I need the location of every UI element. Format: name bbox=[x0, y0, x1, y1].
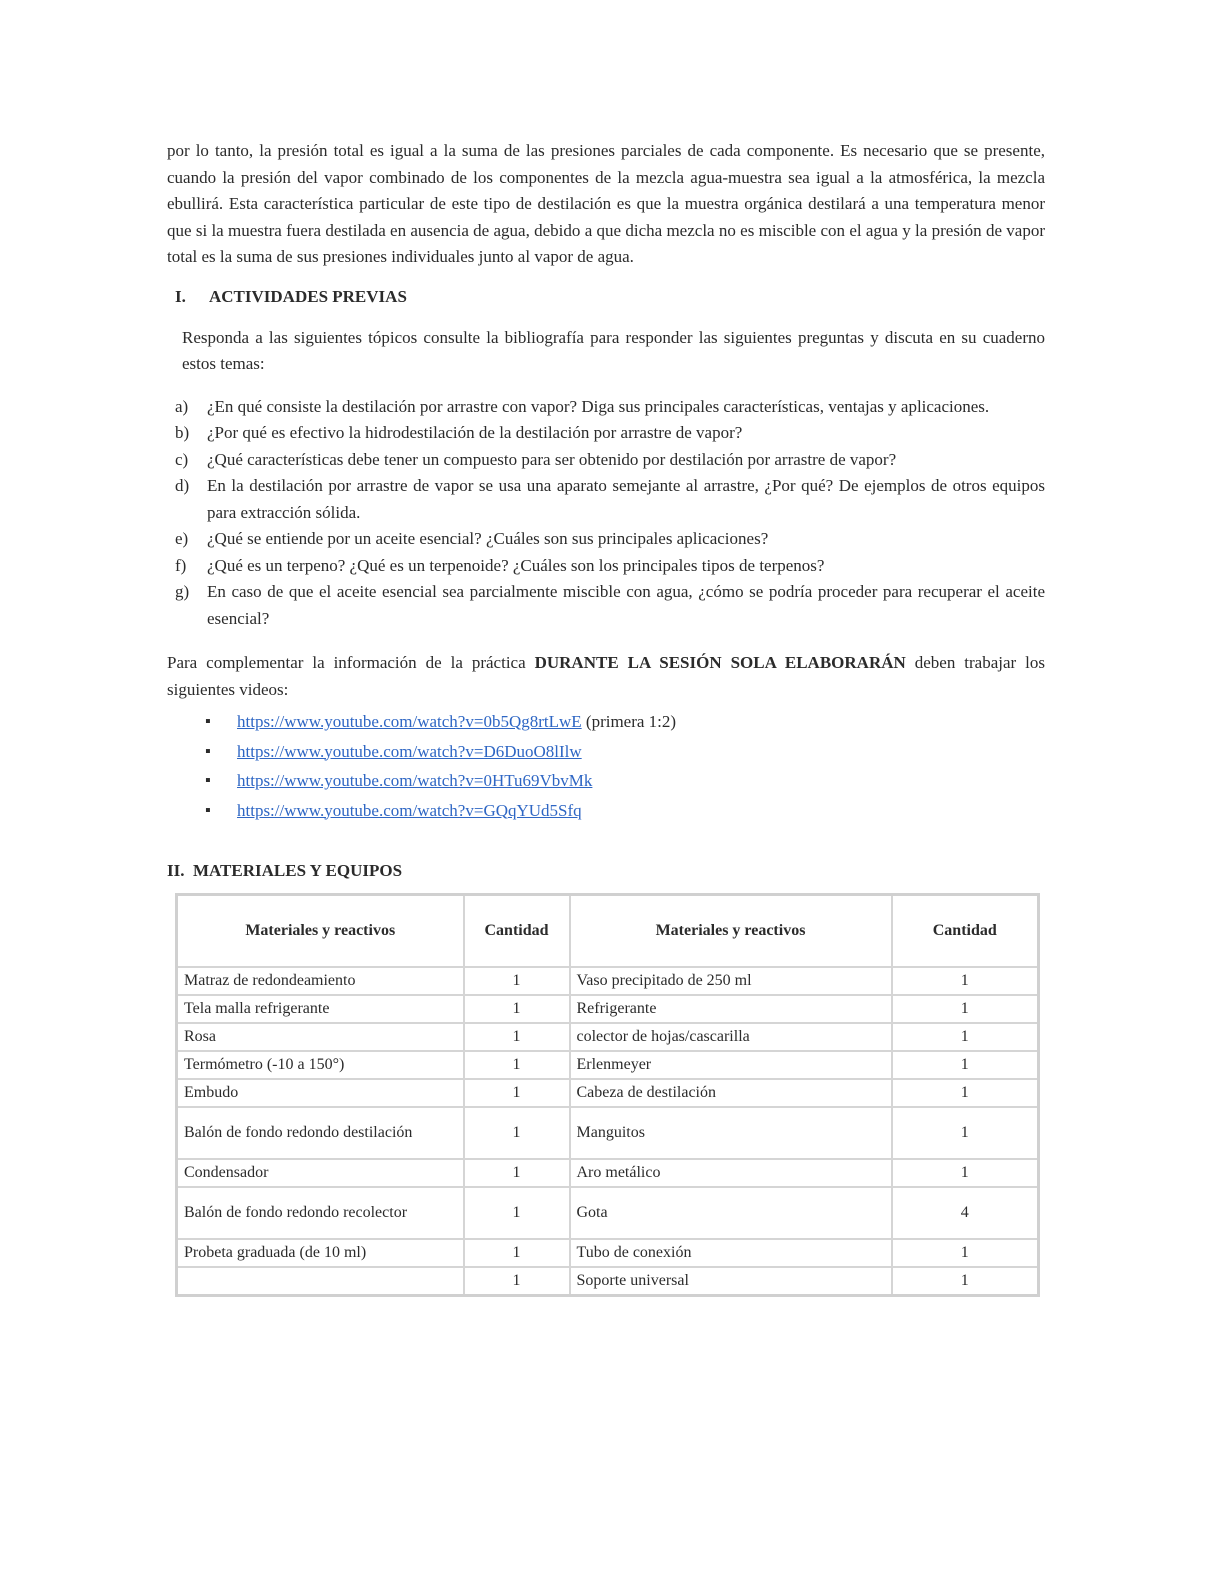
question-marker: c) bbox=[175, 449, 189, 469]
question-text: En la destilación por arrastre de vapor se usa una aparato semejante al arrastre, ¿Por qué? De ejemplos de otros equipos para extracción sólida. bbox=[207, 476, 1045, 522]
quantity-cell: 1 bbox=[892, 1159, 1039, 1187]
material-cell: Manguitos bbox=[570, 1107, 892, 1159]
material-cell: Cabeza de destilación bbox=[570, 1079, 892, 1107]
questions-list bbox=[167, 394, 1045, 633]
material-cell: Erlenmeyer bbox=[570, 1051, 892, 1079]
complement-prefix: Para complementar la información de la práctica bbox=[167, 653, 535, 672]
question-item bbox=[167, 473, 1045, 526]
material-cell: Balón de fondo redondo destilación bbox=[177, 1107, 464, 1159]
table-row bbox=[177, 995, 1039, 1023]
table-header-cell: Materiales y reactivos bbox=[177, 895, 464, 968]
question-marker: g) bbox=[175, 582, 190, 601]
material-cell: Tubo de conexión bbox=[570, 1239, 892, 1267]
material-cell: Balón de fondo redondo recolector bbox=[177, 1187, 464, 1239]
table-row bbox=[177, 1159, 1039, 1187]
question-marker: a) bbox=[175, 396, 189, 416]
table-row bbox=[177, 1023, 1039, 1051]
quantity-cell: 1 bbox=[892, 1079, 1039, 1107]
quantity-cell: 1 bbox=[892, 1267, 1039, 1296]
video-link[interactable]: https://www.youtube.com/watch?v=0HTu69VbvMk bbox=[237, 771, 593, 790]
link-note: (primera 1:2) bbox=[581, 712, 677, 731]
question-item bbox=[167, 553, 1045, 580]
material-cell: Vaso precipitado de 250 ml bbox=[570, 967, 892, 995]
table-row bbox=[177, 1267, 1039, 1296]
section-number: II. bbox=[167, 861, 185, 880]
section-heading-activities bbox=[167, 287, 1045, 307]
quantity-cell: 1 bbox=[892, 995, 1039, 1023]
table-row bbox=[177, 1187, 1039, 1239]
link-item bbox=[167, 737, 1045, 767]
section-heading-materials bbox=[167, 861, 1045, 881]
video-link[interactable]: https://www.youtube.com/watch?v=0b5Qg8rtLwE bbox=[237, 712, 582, 731]
question-item bbox=[167, 447, 1045, 474]
page-content bbox=[167, 138, 1045, 1297]
quantity-cell: 1 bbox=[464, 1239, 570, 1267]
quantity-cell: 1 bbox=[464, 1051, 570, 1079]
activities-intro: Responda a las siguientes tópicos consulte la bibliografía para responder las siguientes preguntas y discuta en su cuaderno estos temas: bbox=[182, 327, 1045, 373]
table-header-cell: Materiales y reactivos bbox=[570, 895, 892, 968]
material-cell: Embudo bbox=[177, 1079, 464, 1107]
table-header-cell: Cantidad bbox=[464, 895, 570, 968]
quantity-cell: 1 bbox=[464, 1107, 570, 1159]
material-cell bbox=[177, 1267, 464, 1296]
video-link[interactable]: https://www.youtube.com/watch?v=D6DuoO8lIlw bbox=[237, 741, 582, 761]
quantity-cell: 1 bbox=[464, 995, 570, 1023]
material-cell: Matraz de redondeamiento bbox=[177, 967, 464, 995]
materials-table bbox=[175, 893, 1040, 1297]
question-marker: f) bbox=[175, 555, 187, 575]
table-body bbox=[177, 967, 1039, 1296]
quantity-cell: 1 bbox=[892, 967, 1039, 995]
section-title: MATERIALES Y EQUIPOS bbox=[193, 861, 403, 880]
link-item bbox=[167, 707, 1045, 737]
bullet-icon: ▪ bbox=[205, 713, 211, 730]
question-text: ¿Qué se entiende por un aceite esencial? ¿Cuáles son sus principales aplicaciones? bbox=[207, 529, 769, 548]
material-cell: Rosa bbox=[177, 1023, 464, 1051]
material-cell: Probeta graduada (de 10 ml) bbox=[177, 1239, 464, 1267]
question-item bbox=[167, 394, 1045, 421]
question-marker: d) bbox=[175, 476, 190, 495]
quantity-cell: 1 bbox=[892, 1239, 1039, 1267]
video-link[interactable]: https://www.youtube.com/watch?v=GQqYUd5Sfq bbox=[237, 800, 582, 820]
question-item bbox=[167, 420, 1045, 447]
bullet-icon: ▪ bbox=[205, 742, 211, 760]
complement-paragraph bbox=[167, 650, 1045, 703]
intro-paragraph: por lo tanto, la presión total es igual a la suma de las presiones parciales de cada componente. Es necesario que se presente, cuando la presión del vapor combinado de los componentes de la mezcla agua-muestra sea igual a la atmosférica, la mezcla ebullirá. Esta característica particular de este tipo de destilación es que la muestra orgánica destilará a una temperatura menor que si la muestra fuera destilada en ausencia de agua, debido a que dicha mezcla no es miscible con el agua y la presión de vapor total es la suma de sus presiones individuales junto al vapor de agua. bbox=[167, 141, 1045, 266]
quantity-cell: 1 bbox=[464, 967, 570, 995]
material-cell: Gota bbox=[570, 1187, 892, 1239]
quantity-cell: 4 bbox=[892, 1187, 1039, 1239]
material-cell: Condensador bbox=[177, 1159, 464, 1187]
quantity-cell: 1 bbox=[464, 1267, 570, 1296]
table-row bbox=[177, 1107, 1039, 1159]
quantity-cell: 1 bbox=[892, 1107, 1039, 1159]
quantity-cell: 1 bbox=[464, 1023, 570, 1051]
quantity-cell: 1 bbox=[892, 1023, 1039, 1051]
material-cell: Soporte universal bbox=[570, 1267, 892, 1296]
question-text: ¿En qué consiste la destilación por arrastre con vapor? Diga sus principales características, ventajas y aplicaciones. bbox=[207, 396, 990, 416]
material-cell: Aro metálico bbox=[570, 1159, 892, 1187]
link-item bbox=[167, 796, 1045, 826]
question-marker: e) bbox=[175, 529, 189, 548]
question-item bbox=[167, 579, 1045, 632]
table-row bbox=[177, 967, 1039, 995]
question-text: ¿Por qué es efectivo la hidrodestilación de la destilación por arrastre de vapor? bbox=[207, 423, 743, 442]
quantity-cell: 1 bbox=[464, 1187, 570, 1239]
quantity-cell: 1 bbox=[892, 1051, 1039, 1079]
table-row bbox=[177, 1079, 1039, 1107]
table-header-row bbox=[177, 895, 1039, 968]
section-number: I. bbox=[175, 286, 186, 306]
bullet-icon: ▪ bbox=[205, 801, 211, 819]
question-text: ¿Qué características debe tener un compuesto para ser obtenido por destilación por arrastre de vapor? bbox=[207, 449, 897, 469]
table-row bbox=[177, 1051, 1039, 1079]
material-cell: Tela malla refrigerante bbox=[177, 995, 464, 1023]
quantity-cell: 1 bbox=[464, 1159, 570, 1187]
material-cell: Refrigerante bbox=[570, 995, 892, 1023]
table-header-cell: Cantidad bbox=[892, 895, 1039, 968]
question-text: ¿Qué es un terpeno? ¿Qué es un terpenoide? ¿Cuáles son los principales tipos de terpenos? bbox=[207, 555, 825, 575]
question-item bbox=[167, 526, 1045, 553]
material-cell: colector de hojas/cascarilla bbox=[570, 1023, 892, 1051]
table-row bbox=[177, 1239, 1039, 1267]
material-cell: Termómetro (-10 a 150°) bbox=[177, 1051, 464, 1079]
bullet-icon: ▪ bbox=[205, 772, 211, 789]
question-marker: b) bbox=[175, 423, 190, 442]
section-title: ACTIVIDADES PREVIAS bbox=[209, 286, 407, 306]
complement-suffix: deben trabajar los siguientes videos: bbox=[167, 653, 1045, 699]
video-links-list bbox=[167, 707, 1045, 825]
complement-emphasis: DURANTE LA SESIÓN SOLA ELABORARÁN bbox=[534, 653, 906, 672]
quantity-cell: 1 bbox=[464, 1079, 570, 1107]
question-text: En caso de que el aceite esencial sea parcialmente miscible con agua, ¿cómo se podría proceder para recuperar el aceite esencial? bbox=[207, 582, 1045, 628]
link-item bbox=[167, 766, 1045, 796]
